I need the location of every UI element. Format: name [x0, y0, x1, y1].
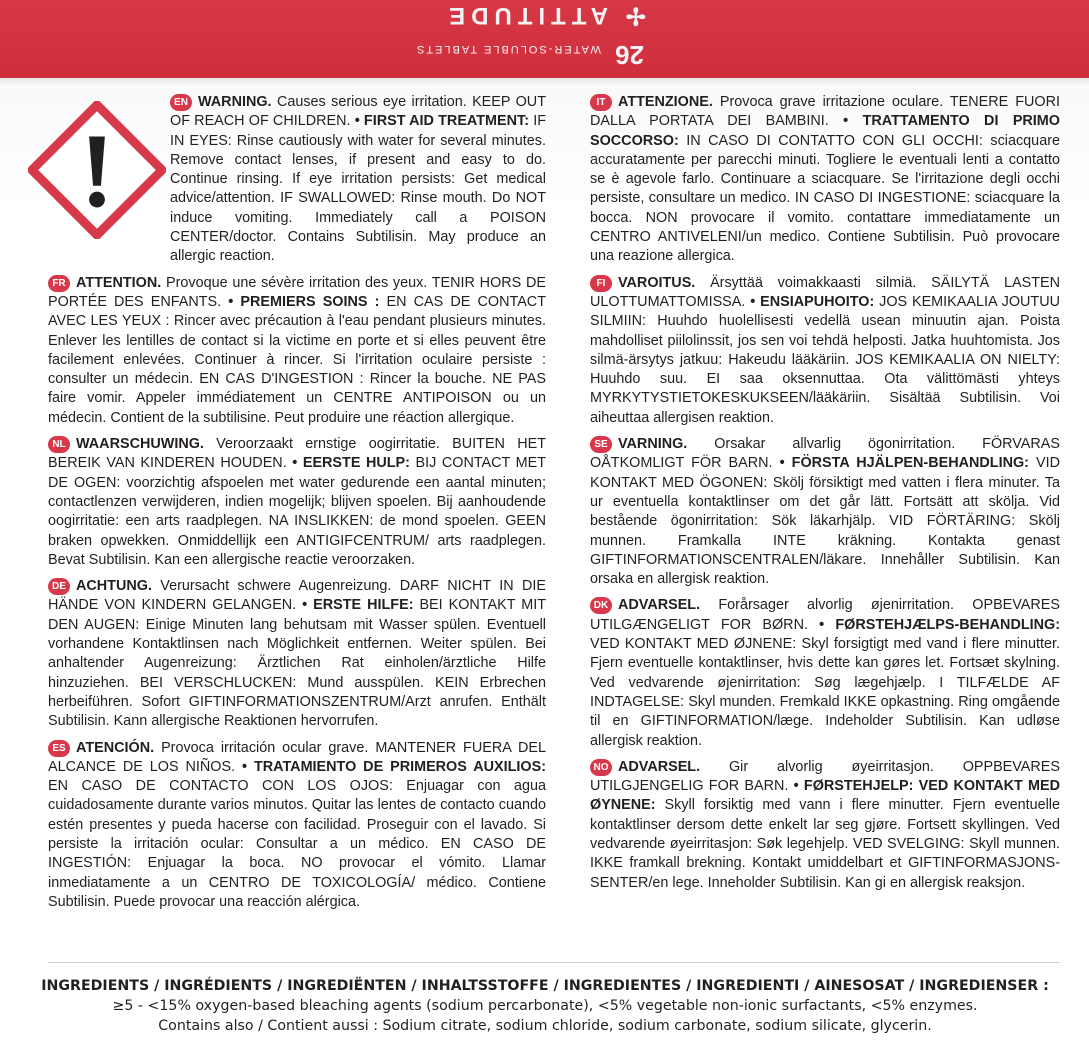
- section-nl: NL WAARSCHUWING. Veroorzaakt ernstige oogirritatie. BUITEN HET BEREIK VAN KINDEREN HOUDEN. • EERSTE HULP: BIJ CONTACT MET DE OGEN: voorzichtig afspoelen met water gedurende een aantal minuten; contactlenzen verwijderen, indien mogelijk; blijven spoelen. Bij aanhoudende oogirritatie: een arts raadplegen. NA INSLIKKEN: de mond spoelen. GEEN braken opwekken. Onmiddellijk een ANTIGIFCENTRUM/ arts raadplegen. Bevat Subtilisin. Kan een allergische reactie veroorzaken.: [48, 436, 547, 568]
- left-column: [48, 93, 546, 919]
- ingredients-block: [30, 976, 1060, 1036]
- section-es: ES ATENCIÓN. Provoca irritación ocular grave. MANTENER FUERA DEL ALCANCE DE LOS NIÑOS. • TRATAMIENTO DE PRIMEROS AUXILIOS: EN CASO DE CONTACTO CON LOS OJOS: Enjuagar con agua cuidadosamente durante varios minutos. Quitar las lentes de contacto cuando estén presentes y pueda hacerse con facilidad. Proseguir con el lavado. Si persiste la irritación ocular: Consultar a un médico. EN CASO DE INGESTIÓN: Enjuagar la boca. NO provocar el vómito. Llamar inmediatamente a un CENTRO DE TOXICOLOGÍA/ médico. Contiene Subtilisin. Puede provocar una reacción alérgica.: [48, 739, 546, 910]
- section-no: NO ADVARSEL. Gir alvorlig øyeirritasjon. OPPBEVARES UTILGJENGELIG FOR BARN. • FØRSTEHJELP: VED KONTAKT MED ØYNENE: Skyll forsiktig med vann i flere minutter. Fjern eventuelle kontaktlinser dersom dette enkelt lar seg gjøre. Fortsett skyllingen. Ved vedvarende øyeirritasjon: Søk legehjelp. VED SVELGING: Skyll munnen. IKKE framkall brekning. Kontakt umiddelbart et GIFTINFORMASJONS-SENTER/en lege. Inneholder Subtilisin. Kan gi en allergisk reaksjon.: [590, 758, 1060, 891]
- right-column: [590, 93, 1060, 919]
- lang-badge-no: NO: [590, 759, 612, 776]
- lang-badge-fr: FR: [48, 275, 70, 292]
- section-it: IT ATTENZIONE. Provoca grave irritazione oculare. TENERE FUORI DALLA PORTATA DEI BAMBINI. • TRATTAMENTO DI PRIMO SOCCORSO: IN CASO DI CONTATTO CON GLI OCCHI: sciacquare accuratamente per parecchi minuti. Togliere le eventuali lenti a contatto se è agevole farlo. Continuare a sciacquare. Se l'irritazione degli occhi persiste, consultare un medico. IN CASO DI INGESTIONE: sciacquare la bocca. NON provocare il vomito. contattare immediatamente un CENTRO ANTIVELENI/un medico. Contiene Subtilisin. Può provocare una reazione allergica.: [590, 94, 1060, 265]
- lang-badge-fi: FI: [590, 275, 612, 292]
- ingredients-line-2: Contains also / Contient aussi : Sodium citrate, sodium chloride, sodium carbonate, sodium silicate, glycerin.: [158, 1018, 932, 1034]
- ingredients-heading: INGREDIENTS / INGRÉDIENTS / INGREDIËNTEN / INHALTSSTOFFE / INGREDIENTES / INGREDIENTI / AINESOSAT / INGREDIENSER :: [41, 978, 1049, 994]
- tablet-count: 26: [615, 40, 644, 70]
- lang-badge-nl: NL: [48, 436, 70, 453]
- divider: [48, 962, 1060, 963]
- top-brand-band: [0, 0, 1089, 78]
- lang-badge-dk: DK: [590, 597, 612, 614]
- section-fi: FI VAROITUS. Ärsyttää voimakkaasti silmiä. SÄILYTÄ LASTEN ULOTTUMATTOMISSA. • ENSIAPUHOITO: JOS KEMIKAALIA JOUTUU SILMIIN: Huuhdo huolellisesti vedellä usean minuutin ajan. Poista mahdolliset piilolinssit, jos sen voi tehdä helposti. Jatka huuhtomista. Jos silmä-ärsytys jatkuu: Hakeudu lääkäriin. JOS KEMIKAALIA ON NIELTY: Huuhdo suu. EI saa oksennuttaa. Ota välittömästi yhteys MYRKYTYSTIETOKESKUKSEEN/lääkäriin. Sisältää Subtilisin. Voi aiheuttaa allergisen reaktion.: [590, 274, 1061, 426]
- tablet-info: [0, 34, 1089, 70]
- section-se: SE VARNING. Orsakar allvarlig ögonirritation. FÖRVARAS OÅTKOMLIGT FÖR BARN. • FÖRSTA HJÄLPEN-BEHANDLING: VID KONTAKT MED ÖGONEN: Skölj försiktigt med vatten i flera minuter. Ta ur eventuella kontaktlinser om det går lätt. Fortsätt att skölja. Vid bestående ögonirritation: Sök läkarhjälp. VID FÖRTÄRING: Skölj munnen. Framkalla INTE kräkning. Kontakta genast GIFTINFORMATIONSCENTRALEN/läkare. Innehåller Subtilisin. Kan orsaka en allergisk reaktion.: [590, 436, 1060, 588]
- lang-badge-it: IT: [590, 94, 612, 111]
- section-de: DE ACHTUNG. Verursacht schwere Augenreizung. DARF NICHT IN DIE HÄNDE VON KINDERN GELANGEN. • ERSTE HILFE: BEI KONTAKT MIT DEN AUGEN: Einige Minuten lang behutsam mit Wasser spülen. Eventuell vorhandene Kontaktlinsen nach Möglichkeit entfernen. Weiter spülen. Bei anhaltender Augenreizung: Ärztlichen Rat einholen/ärztliche Hilfe hinzuziehen. BEI VERSCHLUCKEN: Mund ausspülen. KEIN Erbrechen herbeiführen. Sofort GIFTINFORMATIONSZENTRUM/Arzt anrufen. Enthält Subtilisin. Kann allergische Reaktionen hervorrufen.: [48, 578, 546, 730]
- section-fr: FR ATTENTION. Provoque une sévère irritation des yeux. TENIR HORS DE PORTÉE DES ENFANTS. • PREMIERS SOINS : EN CAS DE CONTACT AVEC LES YEUX : Rincer avec précaution à l'eau pendant plusieurs minutes. Enlever les lentilles de contact si la victime en porte et si elles peuvent être facilement enlevées. Continuer à rincer. Si l'irritation oculaire persiste : consulter un médecin. EN CAS D'INGESTION : Rincer la bouche. NE PAS faire vomir. Appeler immédiatement un CENTRE ANTIPOISON ou un médecin. Contient de la subtilisine. Peut produire une réaction allergique.: [48, 274, 546, 426]
- lang-badge-se: SE: [590, 436, 612, 453]
- lang-badge-es: ES: [48, 740, 70, 757]
- ingredients-line-1: ≥5 - <15% oxygen-based bleaching agents (sodium percarbonate), <5% vegetable non-ionic surfactants, <5% enzymes.: [112, 998, 978, 1014]
- lang-badge-de: DE: [48, 578, 70, 595]
- hazard-exclamation-icon: [28, 101, 166, 239]
- tablet-label: WATER-SOLUBLE TABLETS: [415, 43, 601, 55]
- section-en: EN WARNING. Causes serious eye irritation. KEEP OUT OF REACH OF CHILDREN. • FIRST AID TREATMENT: IF IN EYES: Rinse cautiously with water for several minutes. Remove contact lenses, if present and easy to do. Continue rinsing. If eye irritation persists: Get medical advice/attention. IF SWALLOWED: Rinse mouth. Do NOT induce vomiting. Immediately call a POISON CENTER/doctor. Contains Subtilisin. May produce an allergic reaction.: [48, 93, 546, 274]
- brand-logo: ✢ ATTITUDE: [443, 2, 646, 29]
- lang-badge-en: EN: [170, 94, 192, 111]
- warning-columns: [48, 93, 1060, 919]
- section-dk: DK ADVARSEL. Forårsager alvorlig øjenirritation. OPBEVARES UTILGÆNGELIGT FOR BØRN. • FØRSTEHJÆLPS-BEHANDLING: VED KONTAKT MED ØJNENE: Skyl forsigtigt med vand i flere minutter. Fjern eventuelle kontaktlinser, hvis dette kan gøres let. Fortsæt skylning. Ved vedvarende øjenirritation: Søg lægehjælp. I TILFÆLDE AF INDTAGELSE: Skyl munden. Fremkald IKKE opkastning. Ring omgående til en GIFTINFORMATION/læge. Indeholder Subtilisin. Kan udløse allergisk reaktion.: [590, 597, 1061, 749]
